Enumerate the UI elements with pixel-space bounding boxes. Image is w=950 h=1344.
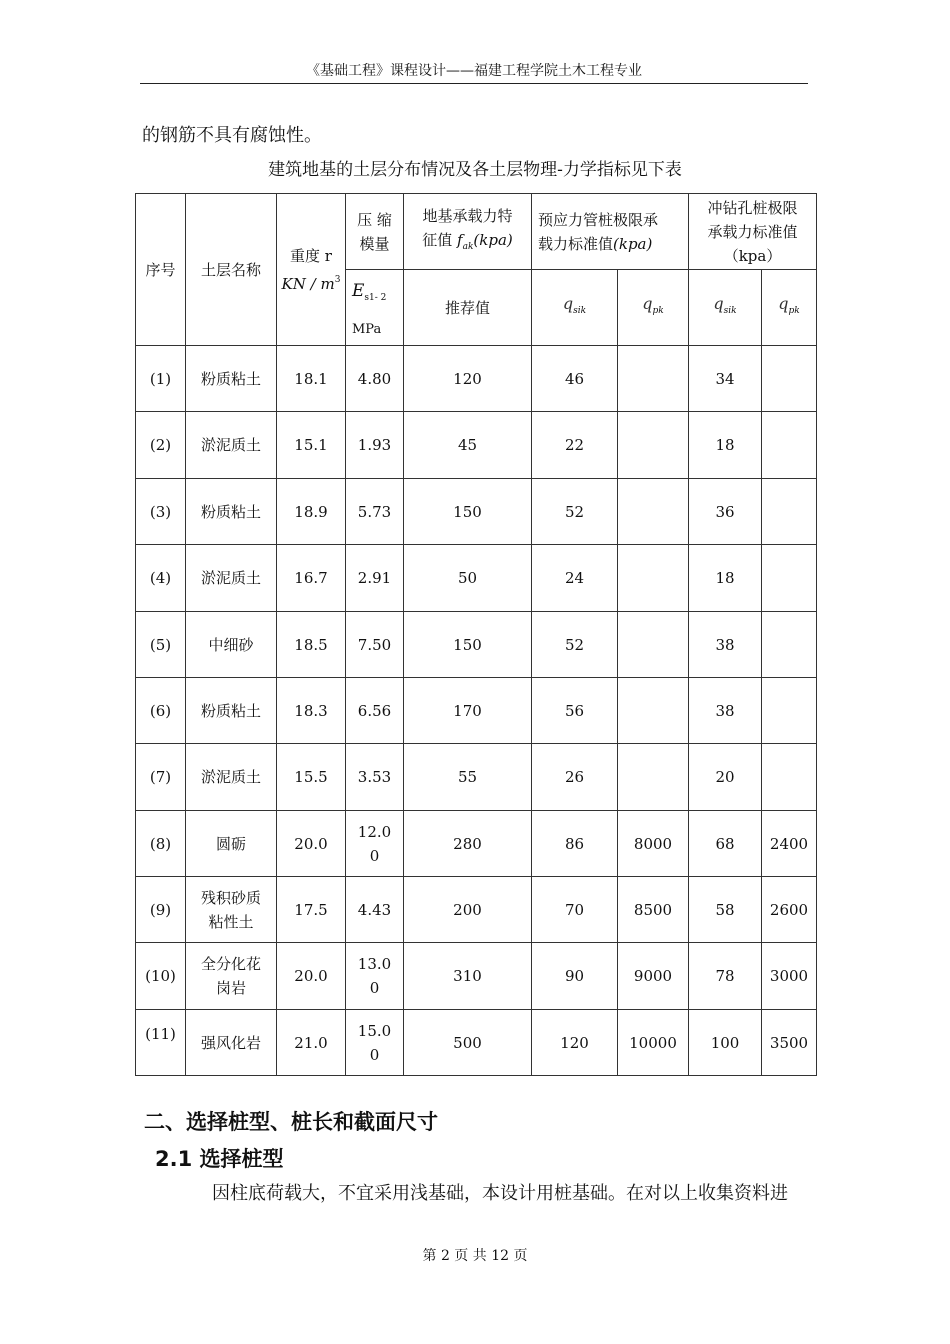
table-row [136,346,817,412]
cell-q-sik-bored: 68 [689,811,762,877]
table-caption: 建筑地基的土层分布情况及各土层物理-力学指标见下表 [268,160,682,180]
cell-unit-weight: 18.9 [277,479,346,545]
unit-weight-unit: KN / m [281,274,335,293]
cell-q-sik-bored: 34 [689,346,762,412]
header-precast-line1: 预应力管桩极限承 [538,210,659,229]
cell-q-sik-bored: 36 [689,479,762,545]
cell-index: (1) [136,346,186,412]
cell-bearing: 150 [404,612,532,678]
cell-q-pk-precast [618,479,689,545]
header-bored-line3: （kpa） [723,246,782,265]
cell-q-pk-bored [762,545,817,612]
table-row [136,811,817,877]
cell-unit-weight: 21.0 [277,1010,346,1076]
cell-q-sik-precast: 86 [532,811,618,877]
cell-layer-name: 淤泥质土 [186,412,277,479]
modulus-unit: MPa [352,322,382,337]
cell-unit-weight: 15.5 [277,744,346,811]
header-rule [140,83,808,84]
cell-layer-name: 圆砺 [186,811,277,877]
header-modulus-line2: 模量 [359,234,390,253]
header-modulus [346,194,404,270]
table-row [136,1010,817,1076]
cell-unit-weight: 17.5 [277,877,346,943]
cell-layer-name: 中细砂 [186,612,277,678]
cell-layer-name: 残积砂质 粘性土 [186,877,277,943]
header-modulus-symbol [346,270,404,346]
cell-layer-name: 淤泥质土 [186,545,277,612]
header-bored-line1: 冲钻孔桩极限 [707,198,798,217]
paragraph-bottom: 因柱底荷载大，不宜采用浅基础，本设计用桩基础。在对以上收集资料进 [212,1183,788,1204]
page-footer: 第 2 页 共 12 页 [422,1248,528,1264]
section-heading: 二、选择桩型、桩长和截面尺寸 [144,1110,438,1134]
header-q-sik-bored: $q_{sik}$ [689,270,762,346]
cell-unit-weight: 18.5 [277,612,346,678]
cell-q-sik-bored: 38 [689,678,762,744]
cell-q-sik-precast: 70 [532,877,618,943]
cell-q-sik-precast: 24 [532,545,618,612]
table-row [136,479,817,545]
cell-bearing: 500 [404,1010,532,1076]
table-row [136,943,817,1010]
unit-weight-exponent: 3 [334,274,341,285]
cell-modulus: 3.53 [346,744,404,811]
cell-q-pk-bored [762,412,817,479]
header-unit-weight-label: 重度 r [290,246,332,265]
cell-modulus: 15.0 0 [346,1010,404,1076]
cell-q-sik-bored: 38 [689,612,762,678]
cell-layer-name: 全分化花 岗岩 [186,943,277,1010]
header-bearing-unit: (kpa) [473,231,513,249]
cell-modulus: 13.0 0 [346,943,404,1010]
cell-index: (2) [136,412,186,479]
modulus-sub: s1- 2 [364,293,387,303]
cell-q-sik-precast: 52 [532,479,618,545]
cell-modulus: 7.50 [346,612,404,678]
cell-q-pk-bored: 3500 [762,1010,817,1076]
cell-bearing: 310 [404,943,532,1010]
modulus-symbol: E [352,281,365,301]
cell-modulus: 4.80 [346,346,404,412]
cell-index: (3) [136,479,186,545]
cell-q-sik-precast: 120 [532,1010,618,1076]
cell-bearing: 55 [404,744,532,811]
cell-modulus: 5.73 [346,479,404,545]
table-row [136,412,817,479]
cell-q-pk-precast [618,545,689,612]
cell-q-pk-precast [618,412,689,479]
cell-layer-name: 粉质粘土 [186,678,277,744]
header-precast-unit: (kpa) [613,234,653,253]
cell-modulus: 12.0 0 [346,811,404,877]
cell-index: (5) [136,612,186,678]
cell-q-sik-bored: 20 [689,744,762,811]
cell-modulus: 6.56 [346,678,404,744]
cell-q-sik-bored: 100 [689,1010,762,1076]
cell-q-pk-precast: 9000 [618,943,689,1010]
cell-index: (8) [136,811,186,877]
header-q-pk-precast: $q_{pk}$ [618,270,689,346]
cell-q-sik-precast: 56 [532,678,618,744]
cell-layer-name: 淤泥质土 [186,744,277,811]
cell-q-pk-bored [762,479,817,545]
table-row [136,678,817,744]
cell-modulus: 1.93 [346,412,404,479]
cell-q-pk-precast: 8000 [618,811,689,877]
page-header: 《基础工程》课程设计——福建工程学院土木工程专业 [306,63,642,79]
cell-index: (7) [136,744,186,811]
cell-layer-name: 强风化岩 [186,1010,277,1076]
cell-q-sik-precast: 90 [532,943,618,1010]
header-bearing-prefix: 征值 [422,231,458,249]
header-q-sik-precast: $q_{sik}$ [532,270,618,346]
cell-modulus: 4.43 [346,877,404,943]
cell-q-sik-precast: 46 [532,346,618,412]
soil-properties-table [135,193,817,1076]
cell-index: (11) [136,1010,186,1076]
cell-bearing: 200 [404,877,532,943]
cell-layer-name: 粉质粘土 [186,346,277,412]
cell-q-pk-precast [618,744,689,811]
cell-bearing: 50 [404,545,532,612]
cell-q-pk-precast [618,612,689,678]
cell-bearing: 280 [404,811,532,877]
cell-q-pk-bored [762,612,817,678]
paragraph-top: 的钢筋不具有腐蚀性。 [142,125,322,146]
cell-q-sik-precast: 52 [532,612,618,678]
cell-index: (4) [136,545,186,612]
cell-q-sik-bored: 78 [689,943,762,1010]
header-bearing-symbol: f [457,231,463,249]
header-bearing-sub: ak [462,242,474,252]
header-precast-pile [532,194,689,270]
table-row [136,877,817,943]
header-q-pk-bored: $q_{pk}$ [762,270,817,346]
cell-q-pk-precast: 10000 [618,1010,689,1076]
cell-unit-weight: 18.3 [277,678,346,744]
cell-q-pk-bored: 2600 [762,877,817,943]
header-modulus-line1: 压 缩 [357,210,392,229]
table-row [136,545,817,612]
header-bearing [404,194,532,270]
header-bearing-line1: 地基承载力特 [422,207,513,225]
table-row [136,744,817,811]
cell-q-sik-bored: 18 [689,545,762,612]
cell-q-pk-bored: 2400 [762,811,817,877]
cell-bearing: 170 [404,678,532,744]
cell-index: (9) [136,877,186,943]
cell-unit-weight: 15.1 [277,412,346,479]
cell-layer-name: 粉质粘土 [186,479,277,545]
cell-q-pk-precast [618,678,689,744]
cell-q-sik-precast: 26 [532,744,618,811]
cell-q-pk-precast [618,346,689,412]
cell-modulus: 2.91 [346,545,404,612]
cell-unit-weight: 18.1 [277,346,346,412]
cell-q-pk-bored: 3000 [762,943,817,1010]
cell-q-pk-bored [762,744,817,811]
header-layer-name: 土层名称 [186,194,277,346]
cell-q-sik-bored: 58 [689,877,762,943]
cell-index: (6) [136,678,186,744]
cell-bearing: 150 [404,479,532,545]
cell-unit-weight: 20.0 [277,811,346,877]
header-bored-line2: 承载力标准值 [707,222,798,241]
cell-bearing: 120 [404,346,532,412]
table-row [136,612,817,678]
cell-index: (10) [136,943,186,1010]
header-recommended: 推荐值 [404,270,532,346]
header-unit-weight [277,194,346,346]
subsection-heading: 2.1 选择桩型 [155,1147,284,1171]
cell-q-sik-bored: 18 [689,412,762,479]
cell-unit-weight: 16.7 [277,545,346,612]
cell-q-pk-bored [762,678,817,744]
cell-q-sik-precast: 22 [532,412,618,479]
header-index: 序号 [136,194,186,346]
header-precast-line2: 载力标准值 [538,234,614,253]
cell-q-pk-bored [762,346,817,412]
cell-bearing: 45 [404,412,532,479]
header-bored-pile [689,194,817,270]
cell-unit-weight: 20.0 [277,943,346,1010]
cell-q-pk-precast: 8500 [618,877,689,943]
